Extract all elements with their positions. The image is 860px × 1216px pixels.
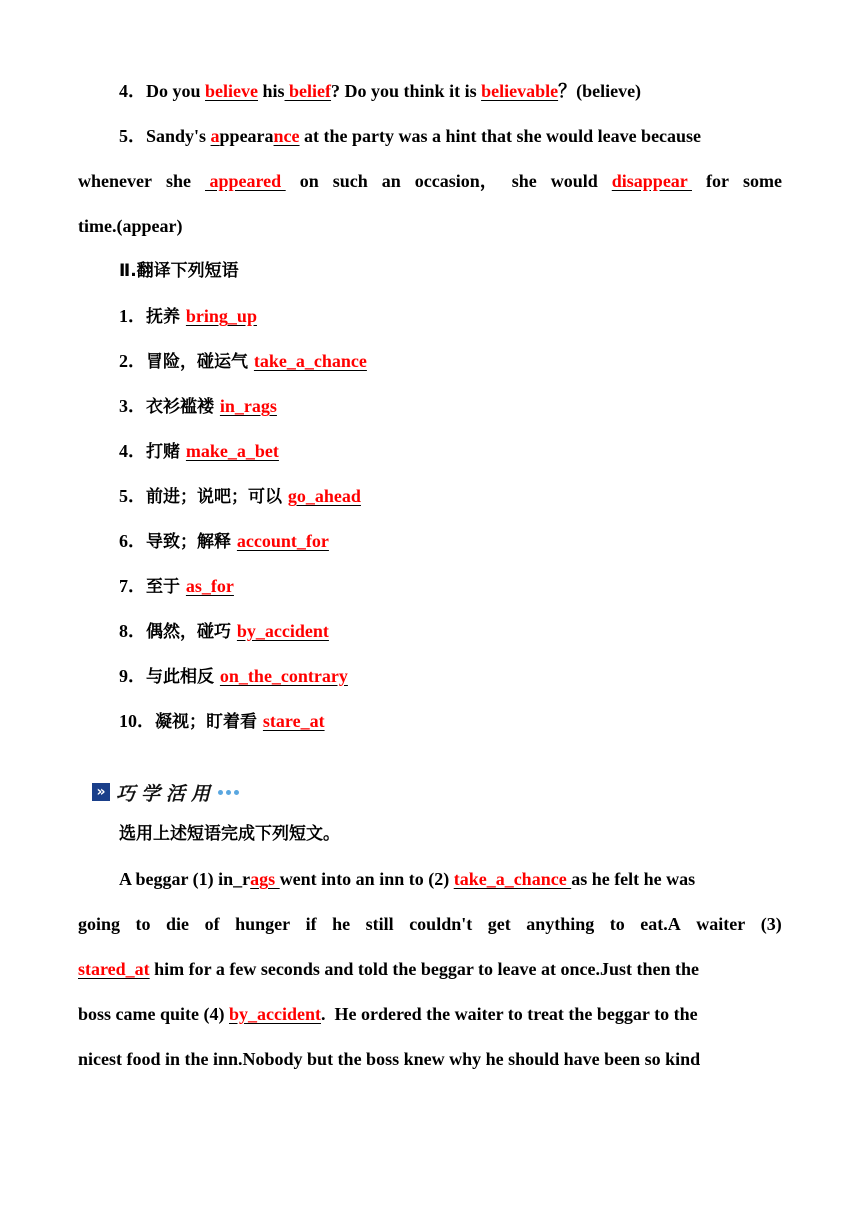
section-title: Ⅱ.翻译下列短语 (119, 261, 239, 281)
answer: ags (250, 869, 280, 889)
answer: account_for (236, 531, 329, 551)
word: (3) (760, 914, 782, 934)
word: hunger (235, 914, 291, 934)
answer: by_accident (236, 621, 329, 641)
word: of (204, 914, 220, 934)
answer: appeared (205, 171, 286, 191)
phrase-item (119, 574, 234, 599)
item-number: 5． (119, 486, 146, 506)
text: . He ordered the waiter to treat the beggar to the (321, 1004, 698, 1024)
item-number: 6． (119, 531, 146, 551)
phrase-item (119, 439, 279, 464)
item-number: 3． (119, 396, 146, 416)
item-number: 10． (119, 711, 155, 731)
word: get (487, 914, 511, 934)
question-5-line-1 (119, 124, 701, 148)
chinese-text: 偶然，碰巧 (146, 622, 237, 642)
chinese-text: 凝视；盯着看 (155, 712, 263, 732)
answer: nce (273, 126, 300, 146)
word: die (166, 914, 190, 934)
word: he (332, 914, 351, 934)
phrase-item (119, 529, 329, 554)
text: at the party was a hint that she would leave because (299, 126, 702, 146)
dots-decoration-icon (218, 790, 239, 795)
question-5-line-3: time.(appear) (78, 216, 183, 236)
word: for (705, 171, 729, 191)
phrase-item (119, 349, 367, 374)
instruction: 选用上述短语完成下列短文。 (119, 824, 340, 844)
phrase-item (119, 304, 257, 329)
word: she (165, 171, 191, 191)
section-header-title: 巧学活用 (116, 782, 217, 805)
word: to (609, 914, 625, 934)
word: occasion， (414, 171, 498, 191)
passage-line-1 (119, 867, 695, 891)
chinese-text: 前进；说吧；可以 (146, 487, 288, 507)
word: still (365, 914, 394, 934)
word: to (135, 914, 151, 934)
answer: go_ahead (287, 486, 361, 506)
item-number: 2． (119, 351, 146, 371)
item-number: 8． (119, 621, 146, 641)
chinese-text: 衣衫褴褛 (146, 397, 220, 417)
chinese-text: 打赌 (146, 442, 186, 462)
text: him for a few seconds and told the beggar to leave at once.Just then the (149, 959, 699, 979)
answer: on_the_contrary (219, 666, 348, 686)
phrase-item (119, 664, 348, 689)
chinese-text: 冒险，碰运气 (146, 352, 254, 372)
text: 4．Do you (119, 81, 206, 101)
text: went into an inn to (2) (279, 869, 454, 889)
word: going (78, 914, 121, 934)
answer: as_for (185, 576, 234, 596)
word: would (550, 171, 598, 191)
text: as he felt he was (571, 869, 696, 889)
word: anything (526, 914, 595, 934)
word: couldn't (409, 914, 473, 934)
answer: believable (481, 81, 559, 101)
chinese-text: 导致；解释 (146, 532, 237, 552)
word: some (742, 171, 782, 191)
word: if (305, 914, 317, 934)
chinese-text: 至于 (146, 577, 186, 597)
phrase-item (119, 709, 325, 734)
passage-line-5: nicest food in the inn.Nobody but the boss knew why he should have been so kind (78, 1049, 701, 1069)
answer: disappear (611, 171, 692, 191)
word: she (511, 171, 537, 191)
word: waiter (696, 914, 746, 934)
answer: in_rags (219, 396, 277, 416)
chinese-text: 抚养 (146, 307, 186, 327)
item-number: 1． (119, 306, 146, 326)
passage-line-2 (78, 912, 782, 936)
word: on (299, 171, 319, 191)
double-chevron-right-icon: » (92, 783, 110, 801)
question-4-line (119, 79, 641, 103)
answer: believe (205, 81, 258, 101)
chinese-text: 与此相反 (146, 667, 220, 687)
item-number: 9． (119, 666, 146, 686)
text: his (258, 81, 285, 101)
answer: take_a_chance (253, 351, 367, 371)
word: eat.A (640, 914, 681, 934)
item-number: 7． (119, 576, 146, 596)
text: ppeara (219, 126, 274, 146)
word: an (381, 171, 401, 191)
answer: a (210, 126, 220, 146)
phrase-item (119, 394, 277, 419)
answer: make_a_bet (185, 441, 279, 461)
text: A beggar (1) in_r (119, 869, 251, 889)
phrase-item (119, 619, 329, 644)
answer: stare_at (262, 711, 325, 731)
text: ? Do you think it is (331, 81, 482, 101)
answer: belief (284, 81, 332, 101)
passage-line-4 (78, 1002, 698, 1026)
answer: by_accident (229, 1004, 321, 1024)
text: ？(believe) (558, 81, 642, 101)
word: whenever (78, 171, 152, 191)
section-header (92, 780, 239, 804)
answer: take_a_chance (453, 869, 572, 889)
answer: bring_up (185, 306, 257, 326)
phrase-item (119, 484, 361, 509)
question-5-line-2 (78, 169, 782, 193)
word: such (332, 171, 368, 191)
item-number: 4． (119, 441, 146, 461)
text: 5．Sandy's (119, 126, 211, 146)
passage-line-3 (78, 957, 699, 981)
text: boss came quite (4) (78, 1004, 229, 1024)
answer: stared_at (78, 959, 150, 979)
